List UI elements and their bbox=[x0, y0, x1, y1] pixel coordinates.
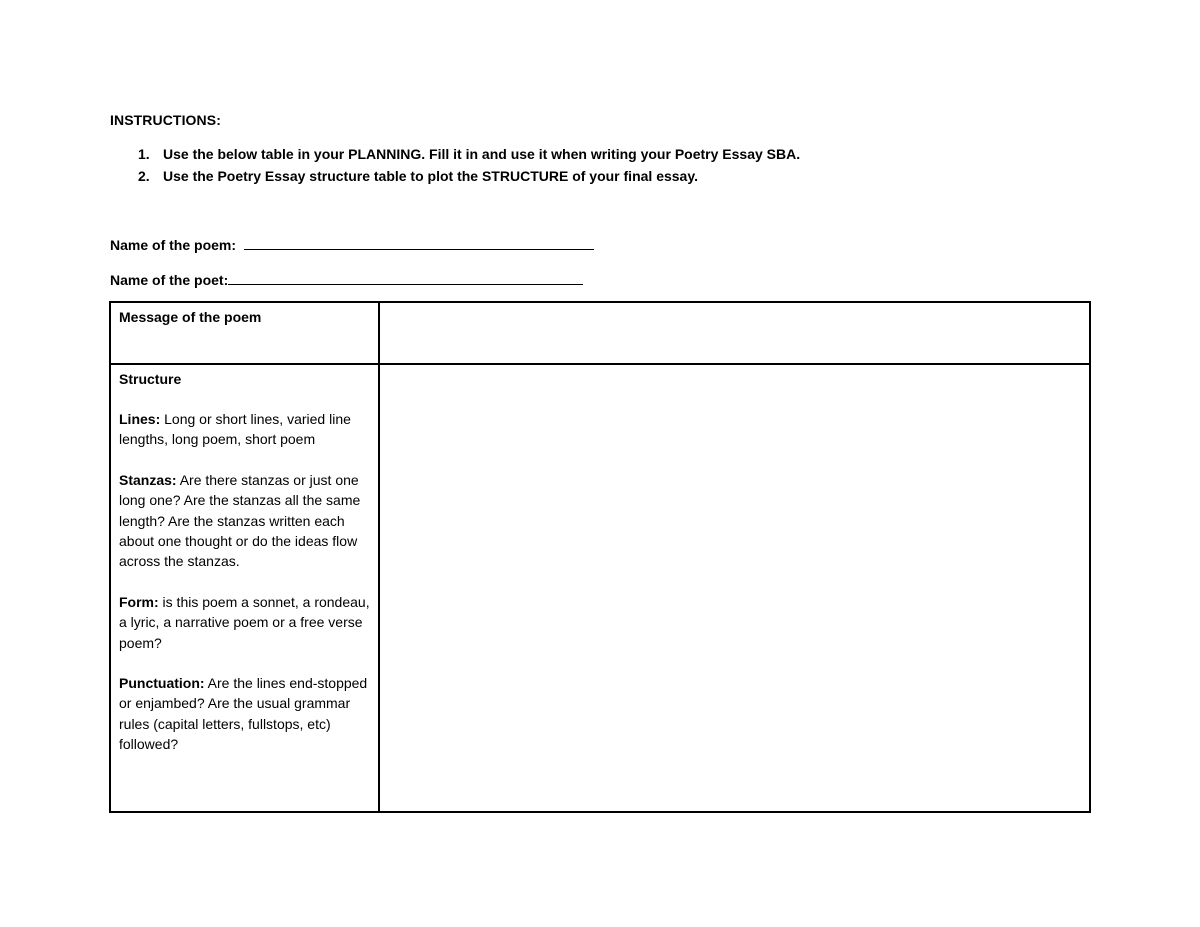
structure-item-lines bbox=[119, 409, 370, 450]
structure-description: Are there stanzas or just one long one? Are the stanzas all the same length? Are the stanzas written each about one thought or do the ideas flow across the stanzas. bbox=[119, 471, 361, 570]
structure-term: Lines: bbox=[119, 411, 161, 427]
instruction-text: Use the Poetry Essay structure table to plot the STRUCTURE of your final essay. bbox=[163, 168, 698, 184]
structure-item-stanzas bbox=[119, 470, 370, 572]
poet-name-blank[interactable] bbox=[228, 270, 583, 285]
structure-answer-cell[interactable] bbox=[379, 364, 1090, 812]
poem-name-field bbox=[110, 235, 594, 254]
instruction-item bbox=[110, 145, 800, 167]
message-answer-cell[interactable] bbox=[379, 302, 1090, 364]
instruction-list bbox=[110, 145, 800, 189]
structure-term: Form: bbox=[119, 593, 159, 610]
planning-table bbox=[109, 301, 1091, 813]
structure-description: is this poem a sonnet, a rondeau, a lyric, a narrative poem or a free verse poem? bbox=[119, 593, 370, 651]
table-row-structure bbox=[110, 364, 1090, 812]
instruction-number: 1. bbox=[138, 146, 150, 162]
structure-item-form bbox=[119, 592, 370, 653]
structure-answer-area[interactable] bbox=[388, 369, 1081, 807]
message-answer-area[interactable] bbox=[388, 307, 1081, 359]
instruction-number: 2. bbox=[138, 168, 150, 184]
structure-label: Structure bbox=[119, 371, 182, 387]
instruction-item bbox=[110, 167, 800, 189]
message-label: Message of the poem bbox=[119, 309, 262, 325]
message-label-cell bbox=[110, 302, 379, 364]
instruction-text: Use the below table in your PLANNING. Fill it in and use it when writing your Poetry Essay SBA. bbox=[163, 146, 801, 162]
poem-name-label: Name of the poem: bbox=[110, 237, 240, 253]
structure-description: Are the lines end-stopped or enjambed? Are the usual grammar rules (capital letters, fullstops, etc) followed? bbox=[119, 675, 368, 753]
table-row-message bbox=[110, 302, 1090, 364]
structure-item-punctuation bbox=[119, 673, 370, 755]
poet-name-field bbox=[110, 270, 583, 289]
poem-name-blank[interactable] bbox=[244, 235, 594, 250]
structure-description: Long or short lines, varied line lengths, long poem, short poem bbox=[119, 411, 351, 448]
structure-label-cell bbox=[110, 364, 379, 812]
instructions-heading: INSTRUCTIONS: bbox=[110, 112, 221, 128]
structure-term: Punctuation: bbox=[119, 675, 205, 692]
structure-term: Stanzas: bbox=[119, 471, 177, 488]
poet-name-label: Name of the poet: bbox=[110, 272, 229, 288]
